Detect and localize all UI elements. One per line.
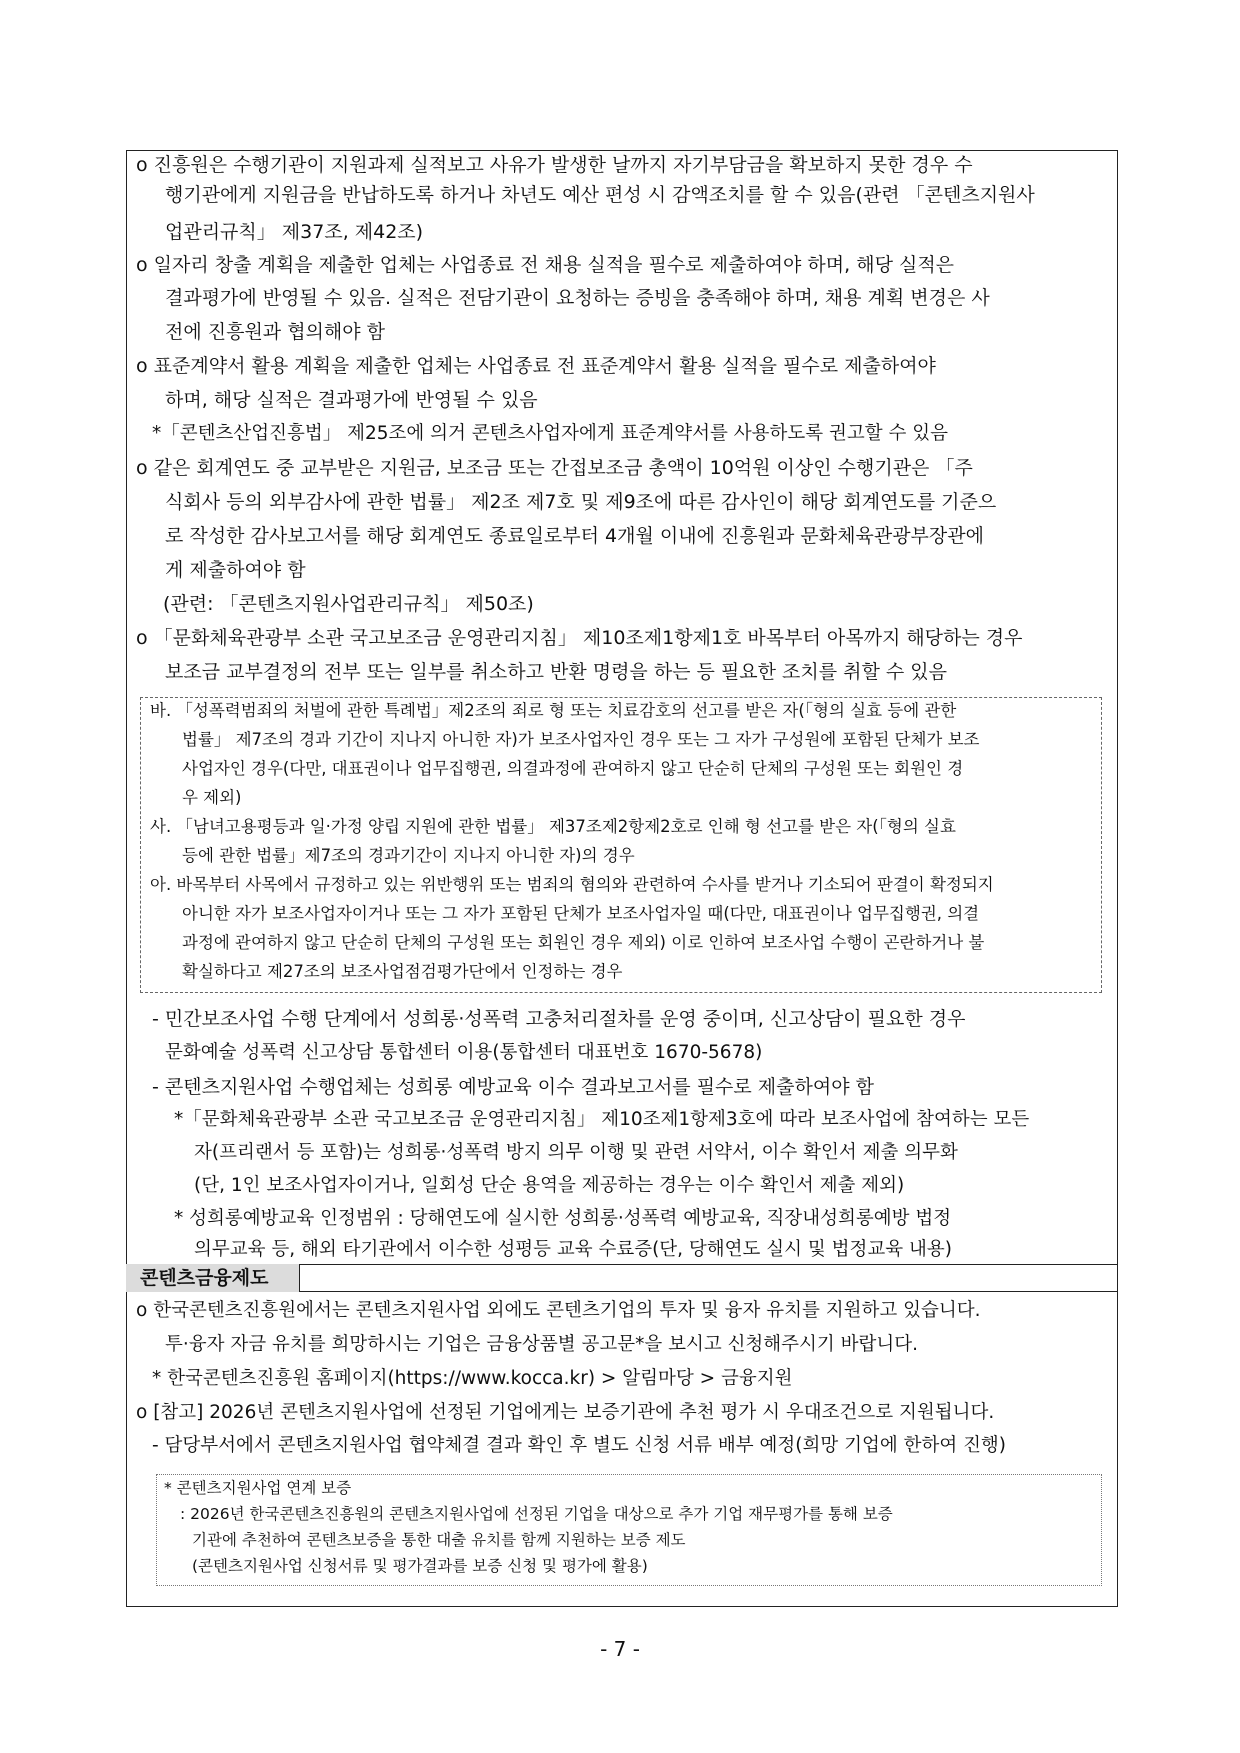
- note-line: * 성희롱예방교육 인정범위 : 당해연도에 실시한 성희롱·성폭력 예방교육, 직장내성희롱예방 법정: [174, 1208, 952, 1229]
- note-line: *「콘텐츠산업진흥법」 제25조에 의거 콘텐츠사업자에게 표준계약서를 사용하도록 권고할 수 있음: [152, 423, 948, 444]
- section-header-title: 콘텐츠금융제도: [140, 1267, 269, 1289]
- text-line: 결과평가에 반영될 수 있음. 실적은 전담기관이 요청하는 증빙을 충족해야 하며, 채용 계획 변경은 사: [165, 287, 990, 309]
- text-line: 전에 진흥원과 협의해야 함: [165, 321, 386, 343]
- excerpt-line: 사. 「남녀고용평등과 일·가정 양립 지원에 관한 법률」 제37조제2항제2호로 인해 형 선고를 받은 자(「형의 실효: [150, 817, 956, 836]
- excerpt-line: 아. 바목부터 사목에서 규정하고 있는 위반행위 또는 범죄의 혐의와 관련하여 수사를 받거나 기소되어 판결이 확정되지: [150, 875, 994, 894]
- bullet-line: o 한국콘텐츠진흥원에서는 콘텐츠지원사업 외에도 콘텐츠기업의 투자 및 융자 유치를 지원하고 있습니다.: [136, 1300, 981, 1321]
- text-line: 업관리규칙」 제37조, 제42조): [165, 221, 424, 243]
- text-line: 식회사 등의 외부감사에 관한 법률」 제2조 제7호 및 제9조에 따른 감사인이 해당 회계연도를 기준으: [165, 491, 997, 513]
- note-line: (단, 1인 보조사업자이거나, 일회성 단순 용역을 제공하는 경우는 이수 확인서 제출 제외): [194, 1175, 905, 1196]
- excerpt-line: 등에 관한 법률」제7조의 경과기간이 지나지 아니한 자)의 경우: [182, 846, 635, 865]
- excerpt-line: 우 제외): [182, 788, 242, 807]
- text-line: 행기관에게 지원금을 반납하도록 하거나 차년도 예산 편성 시 감액조치를 할 수 있음(관련 「콘텐츠지원사: [165, 184, 1035, 206]
- dash-line: - 민간보조사업 수행 단계에서 성희롱·성폭력 고충처리절차를 운영 중이며, 신고상담이 필요한 경우: [152, 1008, 966, 1030]
- note-line: * 한국콘텐츠진흥원 홈페이지(https://www.kocca.kr) > 알림마당 > 금융지원: [152, 1368, 793, 1389]
- excerpt-line: 법률」 제7조의 경과 기간이 지나지 아니한 자)가 보조사업자인 경우 또는 그 자가 구성원에 포함된 단체가 보조: [182, 730, 980, 749]
- note-line: 자(프리랜서 등 포함)는 성희롱·성폭력 방지 의무 이행 및 관련 서약서, 이수 확인서 제출 의무화: [194, 1142, 958, 1163]
- excerpt-line: 아니한 자가 보조사업자이거나 또는 그 자가 포함된 단체가 보조사업자일 때(다만, 대표권이나 업무집행권, 의결: [182, 904, 980, 923]
- text-line: 투·융자 자금 유치를 희망하시는 기업은 금융상품별 공고문*을 보시고 신청해주시기 바랍니다.: [165, 1334, 919, 1355]
- reference-line: (관련: 「콘텐츠지원사업관리규칙」 제50조): [163, 593, 534, 615]
- text-line: 보조금 교부결정의 전부 또는 일부를 취소하고 반환 명령을 하는 등 필요한 조치를 취할 수 있음: [165, 661, 948, 683]
- note-line: *「문화체육관광부 소관 국고보조금 운영관리지침」 제10조제1항제3호에 따라 보조사업에 참여하는 모든: [174, 1109, 1030, 1130]
- note-box-line: (콘텐츠지원사업 신청서류 및 평가결과를 보증 신청 및 평가에 활용): [192, 1557, 648, 1575]
- text-line: 로 작성한 감사보고서를 해당 회계연도 종료일로부터 4개월 이내에 진흥원과 문화체육관광부장관에: [165, 525, 984, 547]
- bullet-line: o 표준계약서 활용 계획을 제출한 업체는 사업종료 전 표준계약서 활용 실적을 필수로 제출하여야: [136, 355, 936, 377]
- bullet-line: o 같은 회계연도 중 교부받은 지원금, 보조금 또는 간접보조금 총액이 10억원 이상인 수행기관은 「주: [136, 457, 973, 479]
- dash-line: - 담당부서에서 콘텐츠지원사업 협약체결 결과 확인 후 별도 신청 서류 배부 예정(희망 기업에 한하여 진행): [152, 1435, 1007, 1456]
- excerpt-line: 바. 「성폭력범죄의 처벌에 관한 특례법」제2조의 죄로 형 또는 치료감호의 선고를 받은 자(「형의 실효 등에 관한: [150, 701, 957, 720]
- page-number: - 7 -: [600, 1637, 640, 1661]
- bullet-line: o [참고] 2026년 콘텐츠지원사업에 선정된 기업에게는 보증기관에 추천 평가 시 우대조건으로 지원됩니다.: [136, 1402, 995, 1423]
- excerpt-line: 과정에 관여하지 않고 단순히 단체의 구성원 또는 회원인 경우 제외) 이로 인하여 보조사업 수행이 곤란하거나 불: [182, 933, 985, 952]
- excerpt-line: 사업자인 경우(다만, 대표권이나 업무집행권, 의결과정에 관여하지 않고 단순히 단체의 구성원 또는 회원인 경: [182, 759, 964, 778]
- excerpt-line: 확실하다고 제27조의 보조사업점검평가단에서 인정하는 경우: [182, 962, 623, 981]
- text-line: 게 제출하여야 함: [165, 559, 306, 581]
- text-line: 하며, 해당 실적은 결과평가에 반영될 수 있음: [165, 389, 538, 411]
- text-line: 문화예술 성폭력 신고상담 통합센터 이용(통합센터 대표번호 1670-5678): [165, 1042, 763, 1063]
- note-box-line: * 콘텐츠지원사업 연계 보증: [164, 1479, 352, 1497]
- note-line: 의무교육 등, 해외 타기관에서 이수한 성평등 교육 수료증(단, 당해연도 실시 및 법정교육 내용): [194, 1239, 952, 1260]
- bullet-line: o 일자리 창출 계획을 제출한 업체는 사업종료 전 채용 실적을 필수로 제출하여야 하며, 해당 실적은: [136, 254, 955, 276]
- bullet-line: o 「문화체육관광부 소관 국고보조금 운영관리지침」 제10조제1항제1호 바목부터 아목까지 해당하는 경우: [136, 627, 1023, 649]
- bullet-line: o 진흥원은 수행기관이 지원과제 실적보고 사유가 발생한 날까지 자기부담금을 확보하지 못한 경우 수: [136, 154, 973, 176]
- note-box-line: : 2026년 한국콘텐츠진흥원의 콘텐츠지원사업에 선정된 기업을 대상으로 추가 기업 재무평가를 통해 보증: [180, 1505, 893, 1523]
- note-box-line: 기관에 추천하여 콘텐츠보증을 통한 대출 유치를 함께 지원하는 보증 제도: [192, 1531, 686, 1549]
- dash-line: - 콘텐츠지원사업 수행업체는 성희롱 예방교육 이수 결과보고서를 필수로 제출하여야 함: [152, 1076, 874, 1098]
